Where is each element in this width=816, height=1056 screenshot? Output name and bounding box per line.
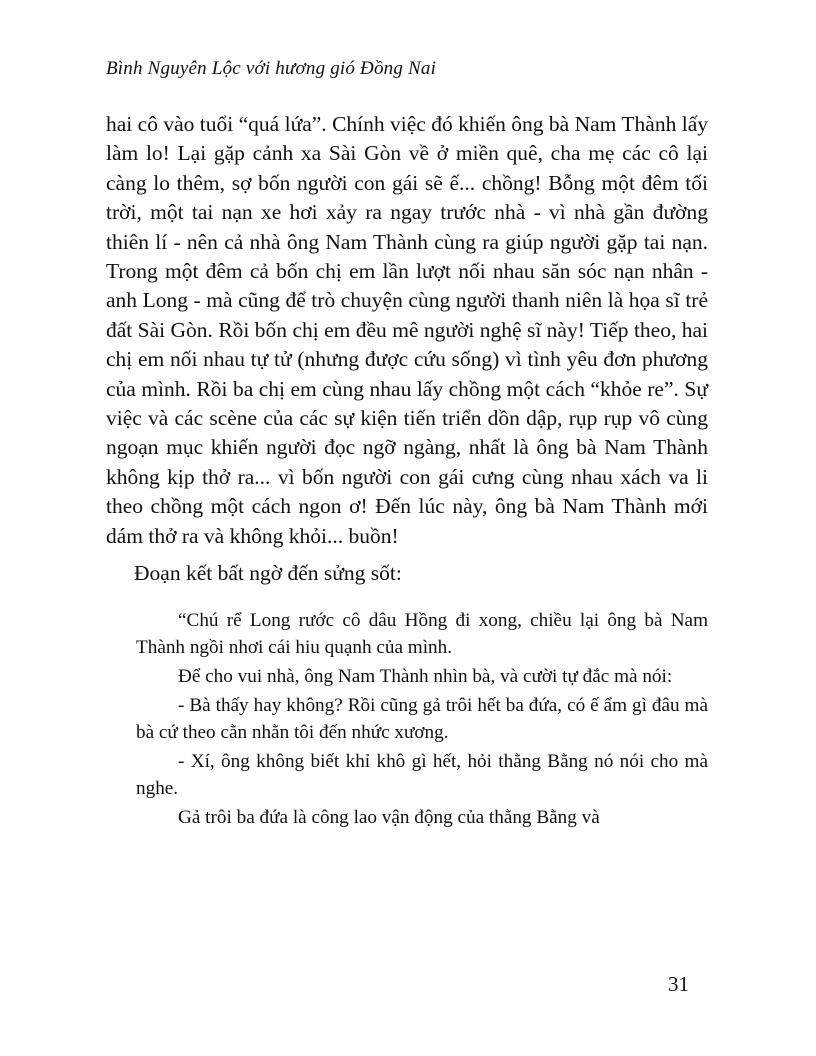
block-quote	[136, 607, 708, 831]
intro-line: Đoạn kết bất ngờ đến sửng sốt:	[134, 561, 402, 586]
body-text	[106, 110, 708, 833]
quote-paragraph: Gả trôi ba đứa là công lao vận động của thằng Bằng và	[178, 806, 600, 828]
page-number: 31	[668, 972, 689, 996]
main-paragraph: hai cô vào tuổi “quá lứa”. Chính việc đó khiến ông bà Nam Thành lấy làm lo! Lại gặp cảnh xa Sài Gòn về ở miền quê, cha mẹ các cô lại càng lo thêm, sợ bốn người con gái sẽ ế... chồng! Bỗng một đêm tối trời, một tai nạn xe hơi xảy ra ngay trước nhà - vì nhà gần đường thiên lí - nên cả nhà ông Nam Thành cùng ra giúp người gặp tai nạn. Trong một đêm cả bốn chị em lần lượt nối nhau săn sóc nạn nhân - anh Long - mà cũng để trò chuyện cùng người thanh niên là họa sĩ trẻ đất Sài Gòn. Rồi bốn chị em đều mê người nghệ sĩ này! Tiếp theo, hai chị em nối nhau tự tử (nhưng được cứu sống) vì tình yêu đơn phương của mình. Rồi ba chị em cùng nhau lấy chồng một cách “khỏe re”. Sự việc và các scène của các sự kiện tiến triển dồn dập, rụp rụp vô cùng ngoạn mục khiến người đọc ngỡ ngàng, nhất là ông bà Nam Thành không kịp thở ra... vì bốn người con gái cưng cùng nhau xách va li theo chồng một cách ngon ơ! Đến lúc này, ông bà Nam Thành mới dám thở ra và không khỏi... buồn!	[106, 112, 708, 548]
quote-paragraph: “Chú rể Long rước cô dâu Hồng đi xong, chiều lại ông bà Nam Thành ngồi nhơi cái hiu quạnh của mình.	[136, 609, 708, 658]
quote-paragraph: - Xí, ông không biết khỉ khô gì hết, hỏi thằng Bằng nó nói cho mà nghe.	[136, 750, 708, 799]
quote-paragraph: - Bà thấy hay không? Rồi cũng gả trôi hết ba đứa, có ế ẩm gì đâu mà bà cứ theo cằn nhằn tôi đến nhức xương.	[136, 694, 708, 743]
running-header-title: Bình Nguyên Lộc với hương gió Đồng Nai	[106, 58, 437, 79]
quote-paragraph: Để cho vui nhà, ông Nam Thành nhìn bà, và cười tự đắc mà nói:	[178, 665, 673, 687]
